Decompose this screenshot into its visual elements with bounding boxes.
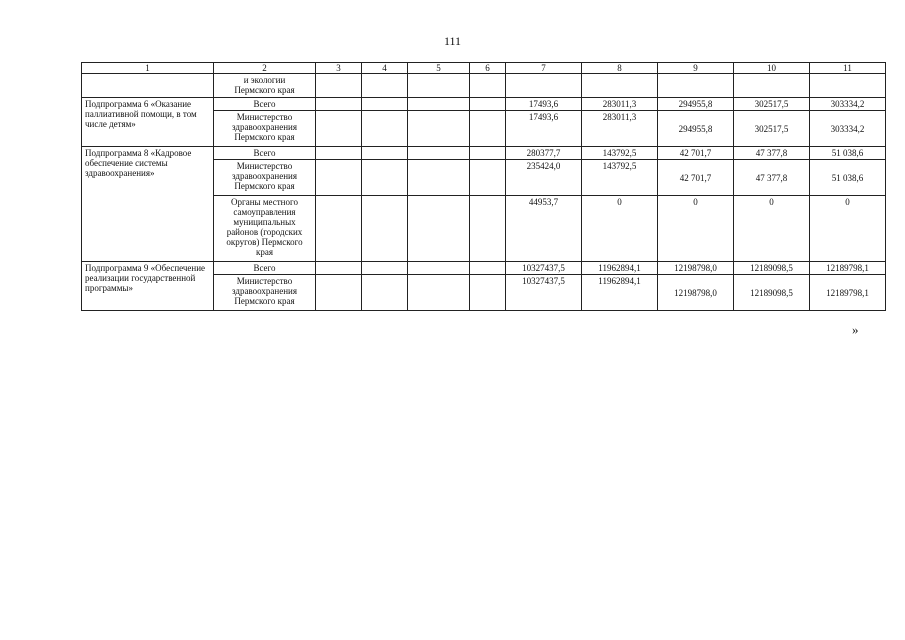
value-cell [362, 74, 408, 98]
column-number: 4 [362, 63, 408, 74]
value-cell [362, 111, 408, 147]
table-row [82, 98, 886, 111]
program-cell [82, 74, 214, 98]
value-cell [470, 98, 506, 111]
value-cell: 280377,7 [506, 147, 582, 160]
funding-source-text: и экологии Пермского края [234, 75, 295, 95]
value-cell: 11962894,1 [582, 275, 658, 311]
value-cell [408, 196, 470, 262]
value-cell [470, 196, 506, 262]
column-number: 9 [658, 63, 734, 74]
value-cell [582, 74, 658, 98]
value-cell [470, 275, 506, 311]
value-cell [810, 74, 886, 98]
value-cell: 294955,8 [658, 98, 734, 111]
value-cell: 235424,0 [506, 160, 582, 196]
column-number: 1 [82, 63, 214, 74]
column-number: 6 [470, 63, 506, 74]
value-cell [316, 147, 362, 160]
value-cell [408, 160, 470, 196]
value-cell: 51 038,6 [810, 160, 886, 196]
value-cell [316, 111, 362, 147]
value-cell [408, 74, 470, 98]
table-row [82, 74, 886, 98]
value-cell: 0 [658, 196, 734, 262]
value-cell [408, 275, 470, 311]
value-cell: 47 377,8 [734, 160, 810, 196]
value-cell: 302517,5 [734, 98, 810, 111]
value-cell: 0 [582, 196, 658, 262]
value-cell: 294955,8 [658, 111, 734, 147]
value-cell: 47 377,8 [734, 147, 810, 160]
value-cell: 10327437,5 [506, 262, 582, 275]
value-cell [470, 160, 506, 196]
funding-source-cell: Всего [214, 147, 316, 160]
value-cell [316, 74, 362, 98]
closing-quote-mark: » [852, 322, 859, 337]
value-cell: 12198798,0 [658, 262, 734, 275]
value-cell [734, 74, 810, 98]
value-cell [316, 262, 362, 275]
funding-source-cell: Министерство здравоохранения Пермского края [214, 160, 316, 196]
value-cell [362, 98, 408, 111]
value-cell: 0 [810, 196, 886, 262]
value-cell: 42 701,7 [658, 147, 734, 160]
value-cell: 17493,6 [506, 98, 582, 111]
value-cell [362, 275, 408, 311]
value-cell: 12189098,5 [734, 262, 810, 275]
value-cell: 0 [734, 196, 810, 262]
value-cell: 12198798,0 [658, 275, 734, 311]
value-cell: 303334,2 [810, 111, 886, 147]
program-cell: Подпрограмма 8 «Кадровое обеспечение системы здравоохранения» [82, 147, 214, 262]
funding-source-cell: Министерство здравоохранения Пермского края [214, 111, 316, 147]
program-cell: Подпрограмма 9 «Обеспечение реализации государственной программы» [82, 262, 214, 311]
value-cell: 42 701,7 [658, 160, 734, 196]
value-cell [408, 98, 470, 111]
value-cell: 283011,3 [582, 98, 658, 111]
value-cell: 11962894,1 [582, 262, 658, 275]
column-number: 3 [316, 63, 362, 74]
value-cell [316, 275, 362, 311]
value-cell [470, 147, 506, 160]
column-number-row [82, 63, 886, 74]
value-cell: 302517,5 [734, 111, 810, 147]
column-number: 2 [214, 63, 316, 74]
budget-table [81, 62, 886, 311]
value-cell: 51 038,6 [810, 147, 886, 160]
value-cell: 283011,3 [582, 111, 658, 147]
value-cell [470, 111, 506, 147]
value-cell: 303334,2 [810, 98, 886, 111]
page-number: 111 [443, 34, 462, 48]
funding-source-cell: Органы местного самоуправления муниципальных районов (городских округов) Пермского края [214, 196, 316, 262]
column-number: 11 [810, 63, 886, 74]
value-cell [408, 262, 470, 275]
value-cell: 12189798,1 [810, 262, 886, 275]
value-cell [408, 111, 470, 147]
column-number: 5 [408, 63, 470, 74]
value-cell [362, 196, 408, 262]
column-number: 10 [734, 63, 810, 74]
column-number: 7 [506, 63, 582, 74]
value-cell: 44953,7 [506, 196, 582, 262]
program-cell: Подпрограмма 6 «Оказание паллиативной помощи, в том числе детям» [82, 98, 214, 147]
value-cell [470, 74, 506, 98]
value-cell [408, 147, 470, 160]
funding-source-cell: Министерство здравоохранения Пермского края [214, 275, 316, 311]
value-cell [316, 160, 362, 196]
value-cell [316, 98, 362, 111]
table-row [82, 262, 886, 275]
value-cell [470, 262, 506, 275]
value-cell: 12189098,5 [734, 275, 810, 311]
value-cell: 10327437,5 [506, 275, 582, 311]
value-cell: 17493,6 [506, 111, 582, 147]
value-cell [362, 262, 408, 275]
value-cell [658, 74, 734, 98]
value-cell [316, 196, 362, 262]
value-cell [506, 74, 582, 98]
value-cell: 143792,5 [582, 160, 658, 196]
table-row [82, 147, 886, 160]
value-cell [362, 147, 408, 160]
value-cell: 12189798,1 [810, 275, 886, 311]
column-number: 8 [582, 63, 658, 74]
value-cell: 143792,5 [582, 147, 658, 160]
value-cell [362, 160, 408, 196]
funding-source-cell: Всего [214, 262, 316, 275]
funding-source-cell [214, 74, 316, 98]
funding-source-cell: Всего [214, 98, 316, 111]
